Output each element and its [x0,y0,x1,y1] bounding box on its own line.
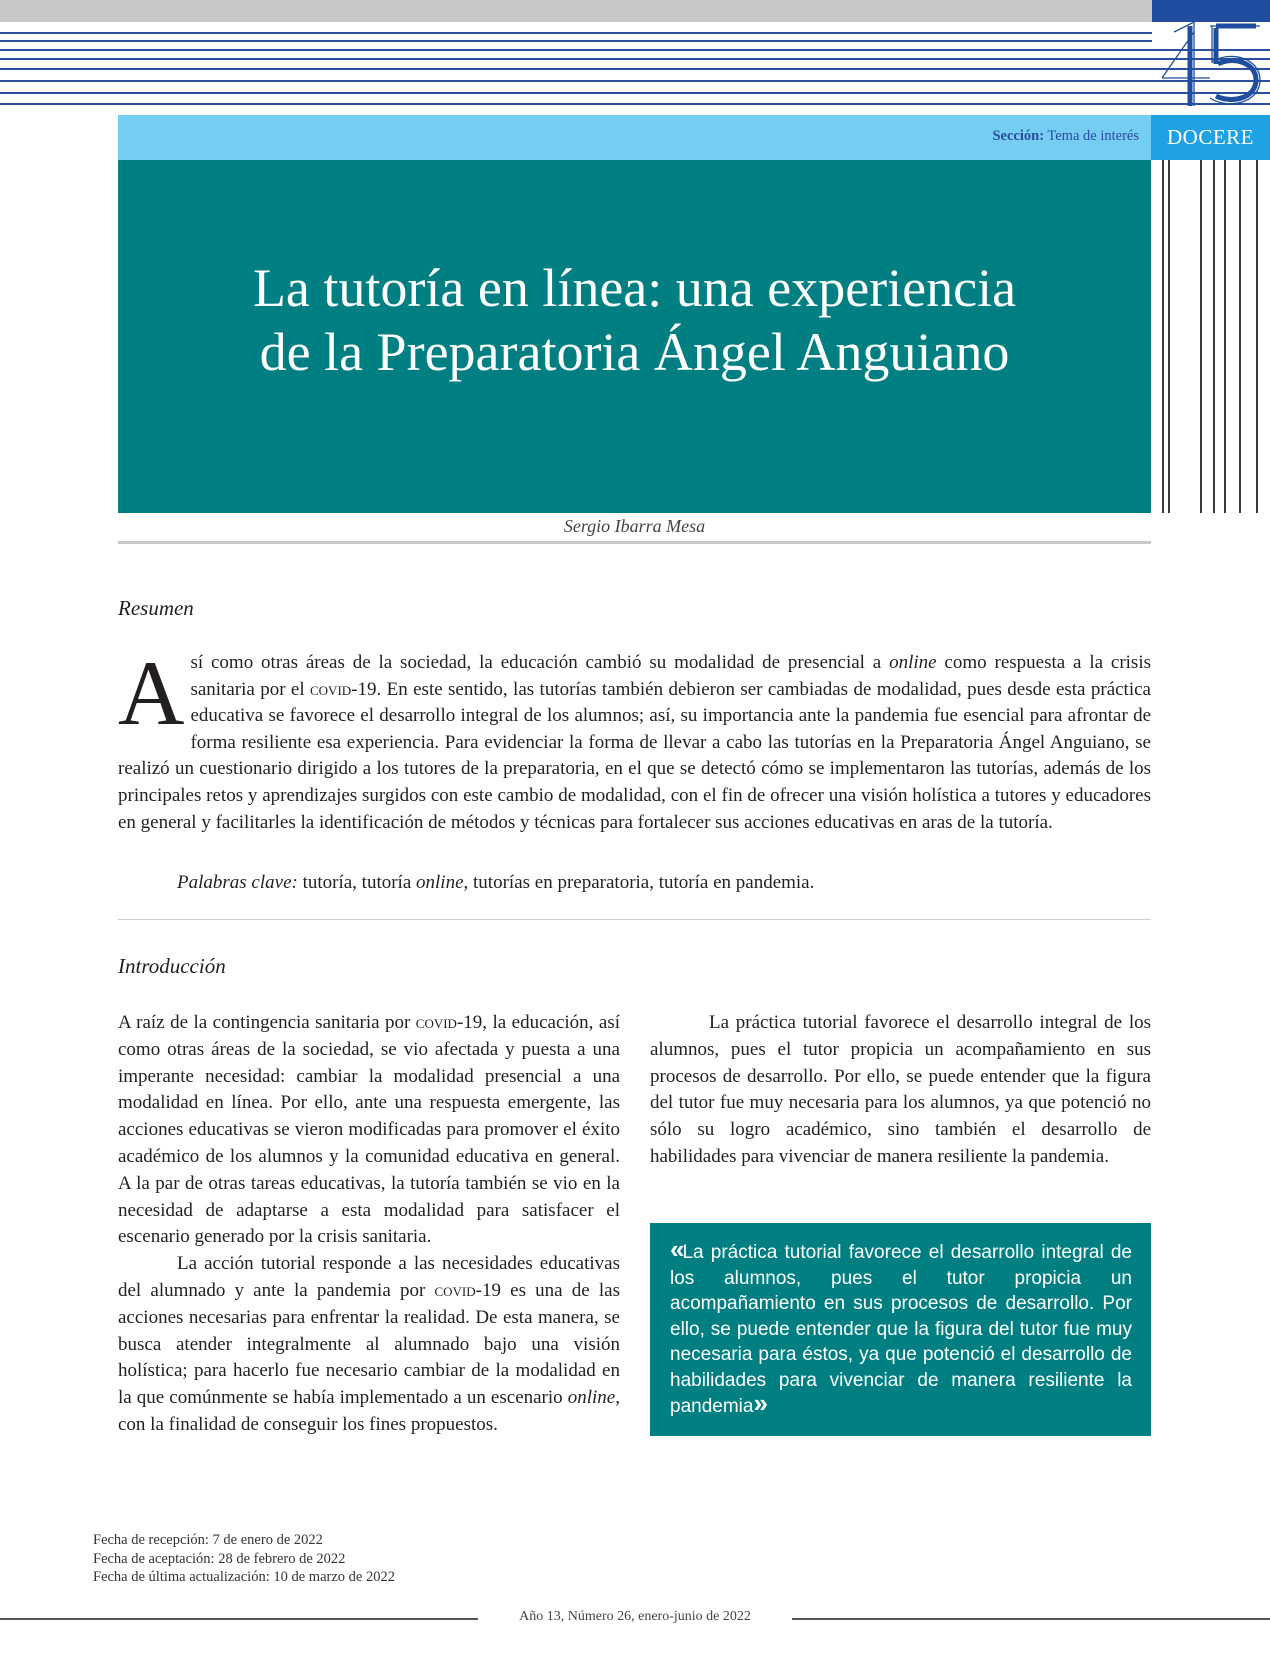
footer-rule-right [792,1618,1270,1620]
header-rule [0,49,1270,51]
keywords-label: Palabras clave: [177,872,298,893]
section-bar [118,115,1151,160]
side-rule [1239,160,1241,513]
intro-p2-covid: covid [434,1279,476,1301]
pull-quote-body: La práctica tutorial favorece el desarrollo integral de los alumnos, pues el tutor propicia un acompañamiento en sus procesos de desarrollo. Por ello, se puede entender que la figura del tutor fue muy necesaria para éstos, ya que potenció el desarrollo de habilidades para vivenciar de manera resiliente la pandemia [670,1242,1132,1417]
abstract-text-c: -19. En este sentido, las tutorías también debieron ser cambiadas de modalidad, pues desde esta práctica educativa se favorece el desarrollo integral de los alumnos; así, su importancia ante la pandemia fue esencial para afrontar de forma resiliente esa experiencia. Para evidenciar la forma de llevar a cabo las tutorías en la Preparatoria Ángel Anguiano, se realizó un cuestionario dirigido a los tutores de la preparatoria, en el que se detectó cómo se implementaron las tutorías, además de los principales retos y aprendizajes surgidos con este cambio de modalidad, con el fin de ofrecer una visión holística a tutores y educadores en general y facilitarles la identificación de métodos y técnicas para fortalecer sus acciones educativas en aras de la tutoría. [118,678,1151,833]
intro-p1-a: A raíz de la contingencia sanitaria por [118,1012,416,1033]
keywords-text-a: tutoría, tutoría [297,872,417,893]
title-line-2: de la Preparatoria Ángel Anguiano [259,322,1010,382]
intro-p2-b: -19 es una de las acciones necesarias para enfrentar la realidad. De esta manera, se busca atender integralmente al alumnado bajo una visión holística; para hacerlo fue necesario cambiar de la modalidad en la que comúnmente se había implementado a un escenario [118,1279,620,1409]
intro-p1-b: -19, la educación, así como otras áreas de la sociedad, se vio afectada y puesta a una imperante necesidad: cambiar la modalidad presencial a una modalidad en línea. Por ello, ante una respuesta emergente, las acciones educativas se vieron modificadas para promover el éxito académico de los alumnos y la comunidad educativa en general. A la par de otras tareas educativas, la tutoría también se vio en la necesidad de adaptarse a esta modalidad para satisfacer el escenario generado por la crisis sanitaria. [118,1012,620,1248]
abstract-italic: online [889,652,937,673]
section-label [992,128,1139,145]
left-column [118,1010,620,1439]
intro-paragraph-3: La práctica tutorial favorece el desarrollo integral de los alumnos, pues el tutor propicia un acompañamiento en sus procesos de desarrollo. Por ello, se puede entender que la figura del tutor fue muy necesaria para los alumnos, ya que potenció no sólo su logro académico, sino también el desarrollo de habilidades para vivenciar de manera resiliente la pandemia. [650,1012,1151,1167]
side-rule [1168,160,1170,513]
section-key: Sección: [992,128,1045,144]
abstract-text-a: sí como otras áreas de la sociedad, la educación cambió su modalidad de presencial a [190,652,890,673]
author-name: Sergio Ibarra Mesa [563,516,706,536]
journal-name: DOCERE [1151,115,1270,160]
intro-paragraph-1 [118,1010,620,1251]
keywords [118,872,1151,894]
intro-p2-c: , con la finalidad de conseguir los fines propuestos. [118,1387,620,1435]
side-rule [1224,160,1226,513]
intro-p1-covid: covid [415,1012,457,1033]
abstract-paragraph [118,642,1152,836]
header-rule [0,103,1270,105]
header-rule [0,80,1270,82]
intro-p2-a: La acción tutorial responde a las necesidades educativas del alumnado y ante la pandemia por [118,1253,620,1301]
title-box [118,160,1151,513]
side-rule [1200,160,1202,513]
right-column [650,1010,1151,1171]
pull-quote-text [670,1234,1132,1420]
abstract-covid: covid [310,678,352,700]
abstract-text-b: como respuesta a la crisis sanitaria por el [190,652,1152,700]
section-divider [118,919,1151,920]
intro-p2-italic: online [567,1387,616,1409]
footer-issue: Año 13, Número 26, enero-junio de 2022 [519,1609,751,1624]
side-rule [1213,160,1215,513]
title-line-1: La tutoría en línea: una experiencia [252,258,1017,318]
drop-cap: A [118,642,185,744]
section-value: Tema de interés [1047,128,1139,144]
article-dates [93,1531,395,1587]
open-quote-mark: « [670,1234,683,1264]
header-rule [0,32,1152,34]
author-rule [118,541,1151,544]
header-rule [0,40,1152,42]
intro-heading: Introducción [118,954,226,978]
intro-paragraph-2 [118,1251,620,1439]
pull-quote [650,1223,1151,1436]
date-accepted: Fecha de aceptación: 28 de febrero de 2022 [93,1550,346,1567]
issue-number-badge [1160,18,1270,108]
close-quote-mark: » [753,1388,766,1418]
abstract-heading: Resumen [118,596,194,620]
article-title [118,256,1151,384]
date-updated: Fecha de última actualización: 10 de marzo de 2022 [93,1569,395,1586]
header-rule [0,68,1270,70]
side-rule [1256,160,1258,513]
keywords-italic: online [416,872,464,893]
footer-rule-left [0,1618,478,1620]
header-rule [0,92,1270,94]
header-rule [0,58,1270,60]
date-received: Fecha de recepción: 7 de enero de 2022 [93,1532,323,1548]
keywords-text-b: , tutorías en preparatoria, tutoría en pandemia. [463,872,815,893]
top-gray-bar [0,0,1152,22]
side-rule [1162,160,1164,513]
